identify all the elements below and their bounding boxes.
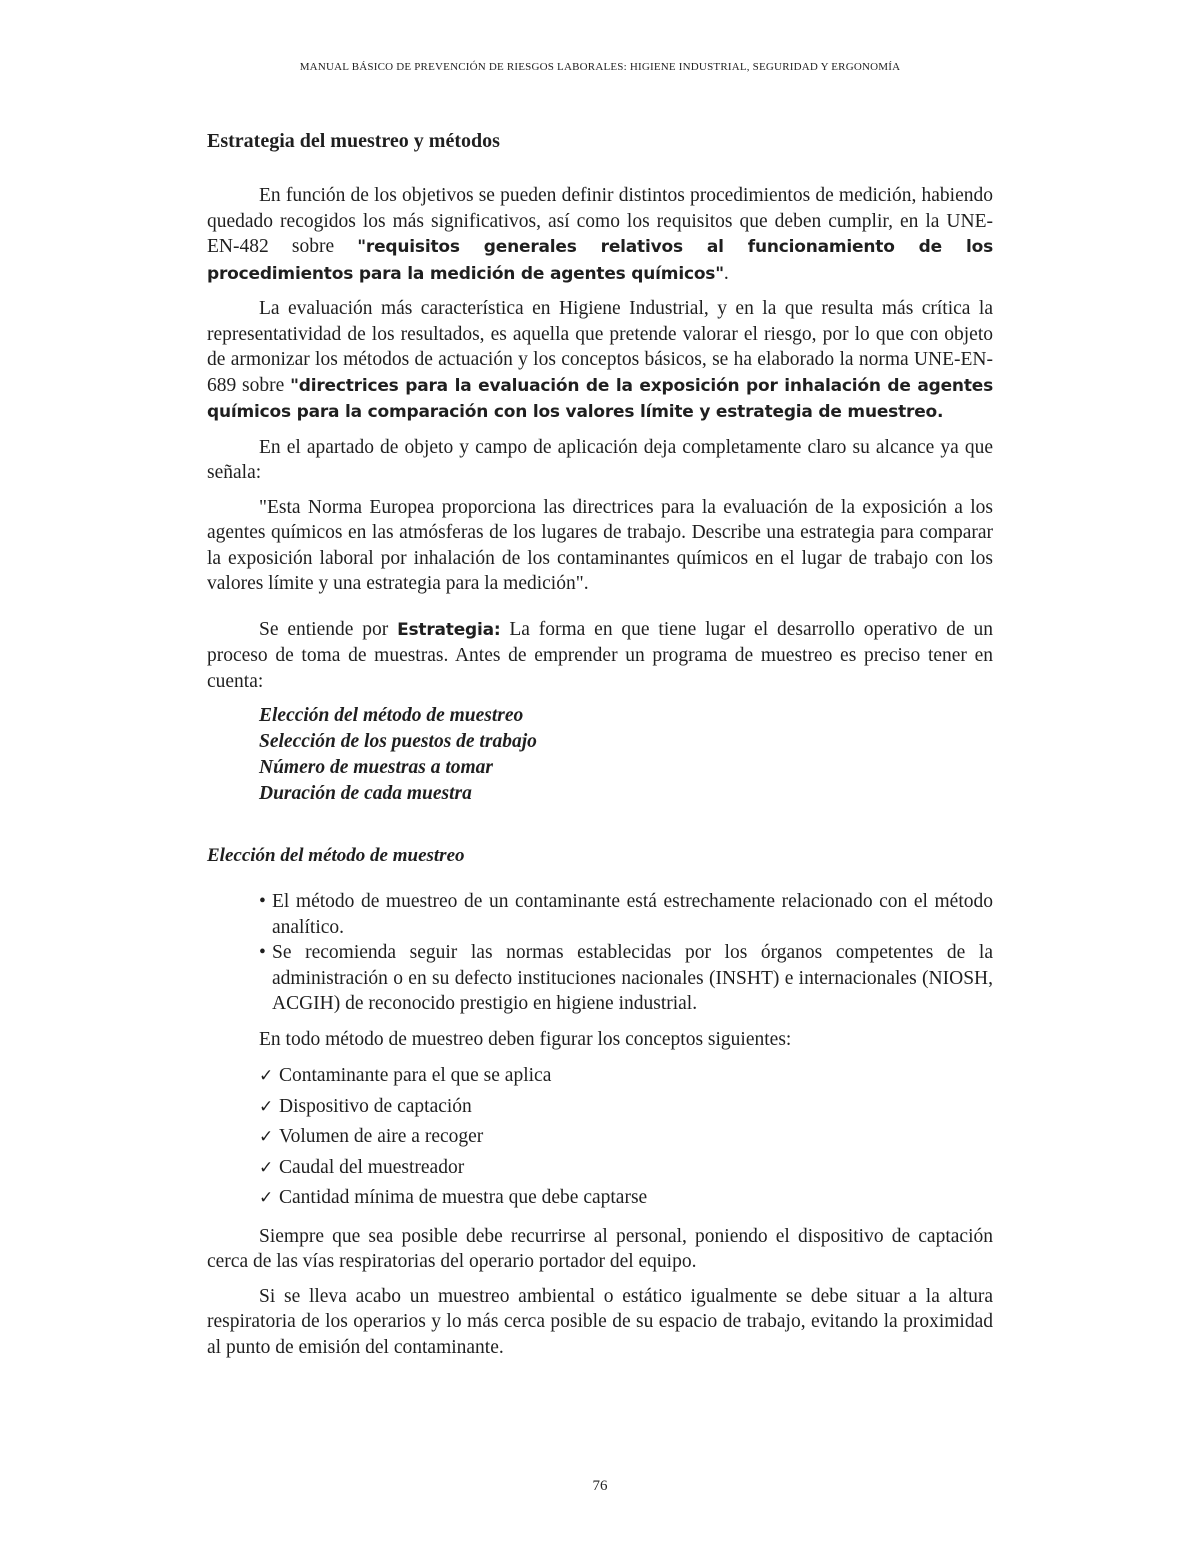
list-item (259, 1061, 993, 1092)
list-item (259, 1122, 993, 1153)
checkmark-icon: ✓ (259, 1066, 274, 1086)
checkmark-icon: ✓ (259, 1127, 274, 1147)
list-item (259, 1092, 993, 1123)
section-title: Estrategia del muestreo y métodos (207, 130, 500, 152)
strategy-term: Estrategia: (397, 619, 501, 640)
check-text: Contaminante para el que se aplica (279, 1065, 552, 1086)
list-item (259, 1153, 993, 1184)
paragraph-static-sampling: Si se lleva acabo un muestreo ambiental o estático igualmente se debe situar a la altura respiratoria de los operarios y lo más cerca posible de su espacio de trabajo, evitando la proximidad al punto de emisión del contaminante. (207, 1285, 993, 1358)
norm-quote: "Esta Norma Europea proporciona las directrices para la evaluación de la exposición a los agentes químicos en las atmósferas de los lugares de trabajo. Describe una estrategia para comparar la exposición laboral por inhalación de los contaminantes químicos en el lugar de trabajo con los valores límite y una estrategia para la medición". (207, 496, 993, 594)
checkmark-icon: ✓ (259, 1188, 274, 1208)
running-header: MANUAL BÁSICO DE PREVENCIÓN DE RIESGOS LABORALES: HIGIENE INDUSTRIAL, SEGURIDAD Y ERGONOMÍA (299, 61, 901, 73)
list-item: Número de muestras a tomar (259, 757, 494, 778)
paragraph-concepts-intro: En todo método de muestreo deben figurar los conceptos siguientes: (259, 1028, 792, 1050)
checkmark-icon: ✓ (259, 1096, 274, 1117)
list-item: Elección del método de muestreo (259, 705, 524, 726)
subsection-title: Elección del método de muestreo (207, 845, 465, 866)
paragraph-bold-quote: "requisitos generales relativos al funcionamiento de los procedimientos para la medición de agentes químicos" (207, 237, 993, 284)
bullet-icon: • (259, 891, 266, 912)
bullet-text: Se recomienda seguir las normas establecidas por los órganos competentes de la administración o en su defecto instituciones nacionales (INSHT) e internacionales (NIOSH, ACGIH) de reconocido prestigio en higiene industrial. (272, 942, 993, 1014)
page-body (207, 128, 993, 1369)
list-item (259, 889, 993, 940)
paragraph-end: . (723, 262, 729, 284)
paragraph-prefix: Se entiende por (259, 618, 398, 640)
paragraph-une-en-482 (207, 183, 993, 287)
considerations-list (259, 703, 993, 807)
bullet-icon: • (259, 942, 266, 963)
checkmark-icon: ✓ (259, 1157, 274, 1178)
bullet-text: El método de muestreo de un contaminante está estrechamente relacionado con el método analítico. (272, 891, 993, 938)
list-item (259, 1183, 993, 1214)
bullet-list (259, 889, 993, 1017)
paragraph-personal-sampling: Siempre que sea posible debe recurrirse al personal, poniendo el dispositivo de captación cerca de las vías respiratorias del operario portador del equipo. (207, 1225, 993, 1272)
check-text: Caudal del muestreador (279, 1156, 465, 1178)
list-item: Selección de los puestos de trabajo (259, 731, 537, 752)
list-item (259, 940, 993, 1017)
paragraph-strategy (207, 617, 993, 695)
page-number: 76 (592, 1478, 608, 1494)
paragraph-scope: En el apartado de objeto y campo de aplicación deja completamente claro su alcance ya que señala: (207, 436, 993, 483)
checklist (259, 1061, 993, 1214)
check-text: Dispositivo de captación (279, 1095, 472, 1117)
list-item: Duración de cada muestra (259, 783, 472, 804)
paragraph-text: La forma en que tiene lugar el desarrollo operativo de un proceso de toma de muestras. Antes de emprender un programa de muestreo es preciso tener en cuenta: (207, 618, 993, 692)
paragraph-bold-quote: "directrices para la evaluación de la exposición por inhalación de agentes químicos para la comparación con los valores límite y estrategia de muestreo. (207, 375, 993, 422)
paragraph-text: En función de los objetivos se pueden definir distintos procedimientos de medición, habiendo quedado recogidos los más significativos, así como los requisitos que deben cumplir, en la UNE-EN-482 sobre (207, 185, 993, 257)
paragraph-une-en-689 (207, 296, 993, 426)
check-text: Cantidad mínima de muestra que debe captarse (279, 1187, 648, 1208)
check-text: Volumen de aire a recoger (279, 1126, 484, 1147)
paragraph-text: La evaluación más característica en Higiene Industrial, y en la que resulta más crítica la representatividad de los resultados, es aquella que pretende valorar el riesgo, por lo que con objeto de armonizar los métodos de actuación y los conceptos básicos, se ha elaborado la norma UNE-EN-689 sobre (207, 298, 993, 396)
